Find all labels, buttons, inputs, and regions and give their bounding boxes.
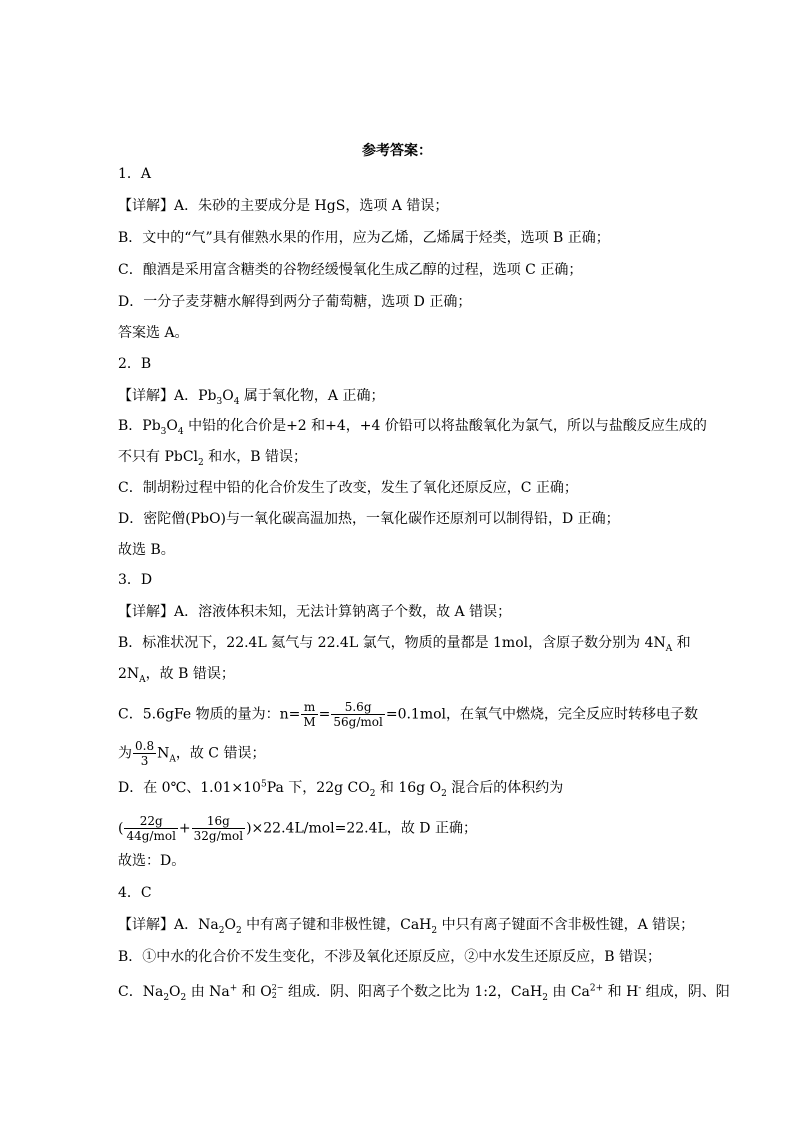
subscript: 2 xyxy=(198,457,204,468)
text: B．Pb xyxy=(118,418,161,434)
text: C．Na xyxy=(118,984,164,1000)
q2-line-1 xyxy=(118,386,384,406)
q3-line-3 xyxy=(118,664,235,684)
q1-line-5: 答案选 A。 xyxy=(118,325,189,341)
text: D．在 0℃、1.01×10 xyxy=(118,780,261,796)
text: O xyxy=(169,984,181,1000)
text: ，故 B 错误； xyxy=(145,666,235,682)
denominator: 56g/mol xyxy=(333,715,383,729)
numerator: 5.6g xyxy=(331,700,384,715)
q4-number: 4．C xyxy=(118,885,152,901)
subscript: 2 xyxy=(369,788,376,799)
text: 和 16g O xyxy=(375,780,442,796)
fraction-m-over-M xyxy=(301,700,317,729)
numerator: 16g xyxy=(192,814,245,829)
q2-line-3 xyxy=(118,447,307,467)
text: = xyxy=(318,706,331,723)
text: + xyxy=(178,820,191,837)
text: 由 Na xyxy=(186,984,230,1000)
q3-line-4 xyxy=(118,700,698,729)
fraction-co2 xyxy=(124,814,177,843)
text: 和 H xyxy=(603,984,639,1000)
superscript: - xyxy=(638,983,642,994)
subscript: 2 xyxy=(163,992,170,1003)
text: Pa 下，22g CO xyxy=(266,780,370,796)
text: 由 Ca xyxy=(547,984,590,1000)
page-title: 参考答案： xyxy=(362,143,432,159)
text: =0.1mol，在氧气中燃烧，完全反应时转移电子数 xyxy=(385,706,699,723)
text: 2N xyxy=(118,666,140,682)
q4-line-3 xyxy=(118,982,730,1002)
denominator: M xyxy=(303,715,316,729)
numerator: 0.8 xyxy=(135,739,155,753)
peroxide-charge xyxy=(272,984,284,1000)
text: 和水，B 错误； xyxy=(203,449,307,465)
superscript: 2− xyxy=(271,983,284,992)
q4-line-2: B．①中水的化合价不发生变化，不涉及氧化还原反应，②中水发生还原反应，B 错误； xyxy=(118,949,662,965)
subscript: 2 xyxy=(441,788,447,799)
subscript: 4 xyxy=(233,396,240,407)
superscript: 5 xyxy=(260,779,267,790)
text: 中铅的化合价是+2 和+4，+4 价铅可以将盐酸氧化为氯气，所以与盐酸反应生成的 xyxy=(183,418,707,434)
text: C．5.6gFe 物质的量为：n= xyxy=(118,706,301,723)
text: O xyxy=(222,388,234,404)
text: )×22.4L/mol=22.4L，故 D 正确； xyxy=(246,820,477,837)
text: 【详解】A．Pb xyxy=(118,388,217,404)
numerator: 22g xyxy=(124,814,177,829)
denominator: 32g/mol xyxy=(193,829,244,843)
text: 和 xyxy=(672,635,691,651)
text: 组成，阴、阳 xyxy=(641,984,730,1000)
subscript: 3 xyxy=(160,426,167,437)
fraction-mass-over-molar xyxy=(331,700,384,729)
text: ，故 C 错误； xyxy=(175,745,266,762)
q1-number: 1．A xyxy=(118,166,152,182)
text: O xyxy=(224,917,236,933)
q2-line-4: C．制胡粉过程中铅的化合价发生了改变，发生了氧化还原反应，C 正确； xyxy=(118,480,578,496)
subscript: 2 xyxy=(271,991,277,1000)
text: 属于氧化物，A 正确； xyxy=(239,388,385,404)
subscript: 2 xyxy=(542,992,548,1003)
q3-line-2 xyxy=(118,633,691,653)
text: O xyxy=(166,418,178,434)
q4-line-1 xyxy=(118,915,694,935)
q2-line-2 xyxy=(118,416,707,436)
subscript: 2 xyxy=(218,925,225,936)
subscript: A xyxy=(169,754,176,765)
subscript: A xyxy=(139,674,146,685)
text: N xyxy=(157,745,170,762)
denominator: 3 xyxy=(140,754,149,768)
text: 和 O xyxy=(237,984,272,1000)
subscript: 4 xyxy=(177,426,184,437)
q3-line-6 xyxy=(118,778,563,798)
text: B．标准状况下，22.4L 氦气与 22.4L 氯气，物质的量都是 1mol，含原子数分别为 4N xyxy=(118,635,666,651)
fraction-electrons xyxy=(133,739,156,768)
text: 为 xyxy=(118,745,132,762)
text: 混合后的体积约为 xyxy=(446,780,564,796)
q1-line-3: C．酿酒是采用富含糖类的谷物经缓慢氧化生成乙醇的过程，选项 C 正确； xyxy=(118,262,583,278)
q3-line-8: 故选：D。 xyxy=(118,853,186,869)
q3-line-5 xyxy=(118,739,265,768)
subscript: 2 xyxy=(431,925,438,936)
subscript: 2 xyxy=(235,925,242,936)
subscript: 2 xyxy=(180,992,187,1003)
text: 不只有 PbCl xyxy=(118,449,199,465)
q1-line-4: D．一分子麦芽糖水解得到两分子葡萄糖，选项 D 正确； xyxy=(118,294,472,310)
q3-line-1: 【详解】A．溶液体积未知，无法计算钠离子个数，故 A 错误； xyxy=(118,604,512,620)
q3-number: 3．D xyxy=(118,572,153,588)
q1-line-2: B．文中的“气”具有催熟水果的作用，应为乙烯，乙烯属于烃类，选项 B 正确； xyxy=(118,230,610,246)
superscript: 2+ xyxy=(589,983,604,994)
text: 【详解】A．Na xyxy=(118,917,219,933)
fraction-o2 xyxy=(192,814,245,843)
subscript: A xyxy=(665,643,673,654)
text: 中只有离子键面不含非极性键，A 错误； xyxy=(437,917,695,933)
text: ( xyxy=(118,820,124,837)
q2-line-5: D．密陀僧(PbO)与一氧化碳高温加热，一氧化碳作还原剂可以制得铅，D 正确； xyxy=(118,511,620,527)
q3-line-7 xyxy=(118,814,477,843)
text: 中有离子键和非极性键，CaH xyxy=(241,917,432,933)
q2-number: 2．B xyxy=(118,356,152,372)
numerator: m xyxy=(301,700,317,715)
superscript: + xyxy=(229,983,238,994)
q2-line-6: 故选 B。 xyxy=(118,542,175,558)
text: 组成．阴、阳离子个数之比为 1:2，CaH xyxy=(283,984,543,1000)
denominator: 44g/mol xyxy=(126,829,176,843)
q1-line-1: 【详解】A．朱砂的主要成分是 HgS，选项 A 错误； xyxy=(118,198,449,214)
subscript: 3 xyxy=(216,396,223,407)
